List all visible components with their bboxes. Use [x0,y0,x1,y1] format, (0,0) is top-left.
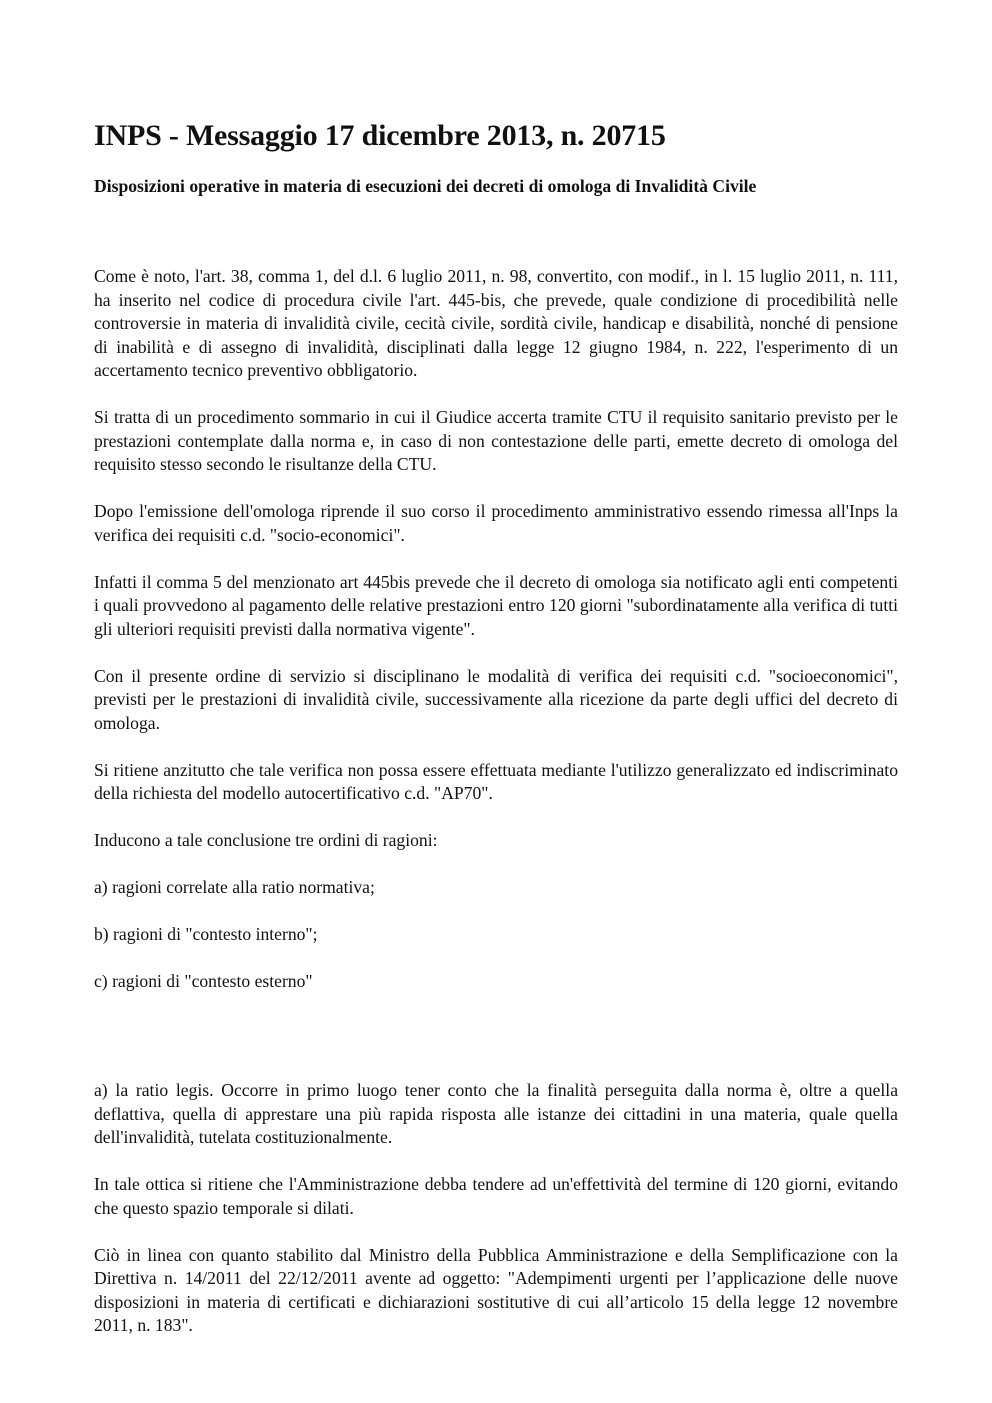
paragraph-omologa: Dopo l'emissione dell'omologa riprende il suo corso il procedimento amministrativo essendo rimessa all'Inps la verifica dei requisiti c.d. "socio-economici". [94,501,898,545]
document-page [94,118,898,1361]
paragraph-direttiva: Ciò in linea con quanto stabilito dal Ministro della Pubblica Amministrazione e della Semplificazione con la Direttiva n. 14/2011 del 22/12/2011 avente ad oggetto: "Adempimenti urgenti per l’applicazione delle nuove disposizioni in materia di certificati e dichiarazioni sostitutive di cui all’articolo 15 della legge 12 novembre 2011, n. 183". [94,1244,898,1335]
paragraph-ratio-legis: a) la ratio legis. Occorre in primo luogo tener conto che la finalità perseguita dalla norma è, oltre a quella deflattiva, quella di apprestare una più rapida risposta alle istanze dei cittadini in una materia, quale quella dell'invalidità, tutelata costituzionalmente. [94,1080,898,1147]
document-body [94,265,898,1338]
list-item-c: c) ragioni di "contesto esterno" [94,971,313,991]
paragraph-ragioni-intro: Inducono a tale conclusione tre ordini di ragioni: [94,830,438,850]
paragraph-verifica: Si ritiene anzitutto che tale verifica non possa essere effettuata mediante l'utilizzo generalizzato ed indiscriminato della richiesta del modello autocertificativo c.d. "AP70". [94,759,898,803]
document-subtitle: Disposizioni operative in materia di esecuzioni dei decreti di omologa di Invalidità Civile [94,176,757,196]
spacer [94,1017,898,1079]
list-item-b: b) ragioni di "contesto interno"; [94,924,318,944]
paragraph-ordine-servizio: Con il presente ordine di servizio si disciplinano le modalità di verifica dei requisiti c.d. "socioeconomici", previsti per le prestazioni di invalidità civile, successivamente alla ricezione da parte degli uffici del decreto di omologa. [94,665,898,733]
paragraph-procedimento: Si tratta di un procedimento sommario in cui il Giudice accerta tramite CTU il requisito sanitario previsto per le prestazioni contemplate dalla norma e, in caso di non contestazione delle parti, emette decreto di omologa del requisito stesso secondo le risultanze della CTU. [94,407,898,474]
paragraph-comma5: Infatti il comma 5 del menzionato art 445bis prevede che il decreto di omologa sia notificato agli enti competenti i quali provvedono al pagamento delle relative prestazioni entro 120 giorni "subordinatamente alla verifica di tutti gli ulteriori requisiti previsti dalla normativa vigente". [94,571,898,639]
paragraph-ottica: In tale ottica si ritiene che l'Amministrazione debba tendere ad un'effettività del termine di 120 giorni, evitando che questo spazio temporale si dilati. [94,1174,898,1218]
paragraph-intro: Come è noto, l'art. 38, comma 1, del d.l. 6 luglio 2011, n. 98, convertito, con modif., in l. 15 luglio 2011, n. 111, ha inserito nel codice di procedura civile l'art. 445-bis, che prevede, quale condizione di procedibilità nelle controversie in materia di invalidità civile, cecità civile, sordità civile, handicap e disabilità, nonché di pensione di inabilità e di assegno di invalidità, disciplinati dalla legge 12 giugno 1984, n. 222, l'esperimento di un accertamento tecnico preventivo obbligatorio. [94,266,898,380]
document-title: INPS - Messaggio 17 dicembre 2013, n. 20715 [94,119,666,152]
list-item-a: a) ragioni correlate alla ratio normativa; [94,877,375,897]
